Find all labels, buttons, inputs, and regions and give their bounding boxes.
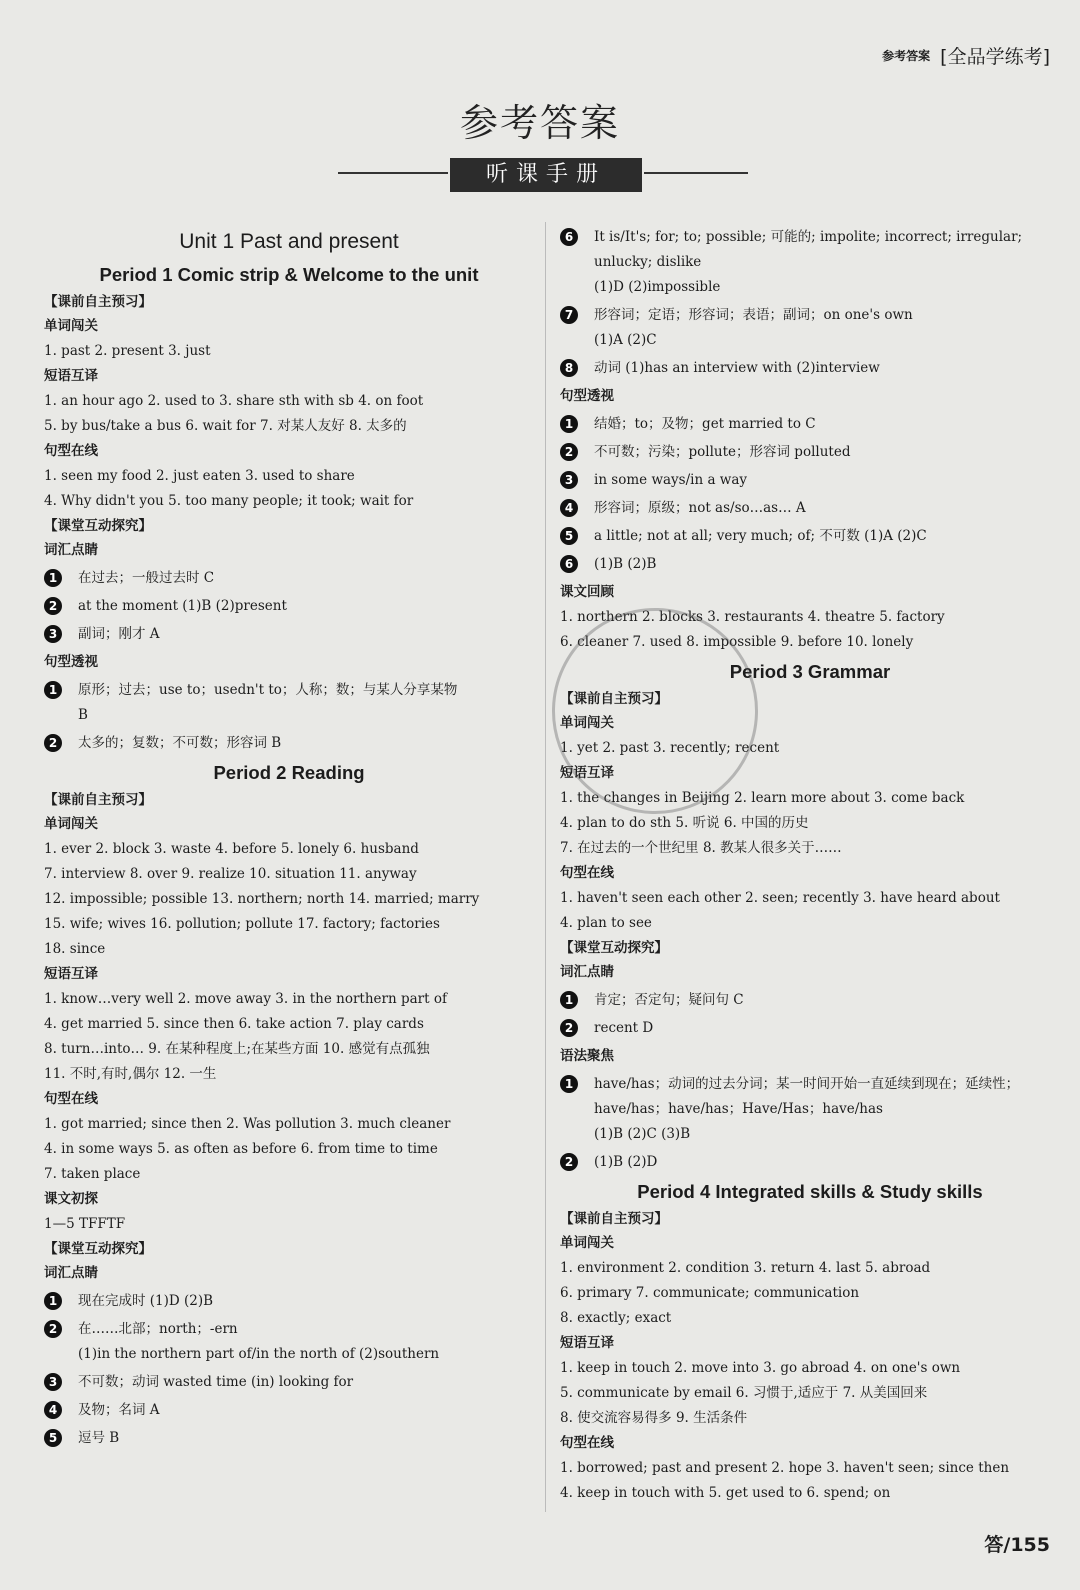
number-badge: 1 (560, 991, 578, 1009)
answer-text: 动词 (1)has an interview with (2)interview (594, 360, 880, 376)
answer-line: 1. the changes in Beijing 2. learn more about 3. come back (560, 790, 965, 806)
answer-line: 1. yet 2. past 3. recently; recent (560, 740, 780, 756)
pre-study-heading: 【课前自主预习】 (44, 792, 152, 808)
answer-line: 6. cleaner 7. used 8. impossible 9. before 10. lonely (560, 634, 914, 650)
answer-line: 8. exactly; exact (560, 1310, 672, 1326)
answer-line: 1. seen my food 2. just eaten 3. used to share (44, 468, 355, 484)
numbered-answer (44, 731, 534, 756)
page-number: 答/155 (984, 1534, 1050, 1556)
patterns-heading: 句型透视 (44, 654, 98, 670)
grammar-heading: 语法聚焦 (560, 1048, 614, 1064)
numbered-answer (560, 356, 1060, 381)
number-badge: 1 (560, 415, 578, 433)
number-badge: 5 (44, 1429, 62, 1447)
answer-line: 5. by bus/take a bus 6. wait for 7. 对某人友好 8. 太多的 (44, 418, 407, 434)
answer-line: 1—5 TFFTF (44, 1216, 126, 1232)
words-heading: 单词闯关 (560, 715, 614, 731)
answer-line: 1. keep in touch 2. move into 3. go abroad 4. on one's own (560, 1360, 961, 1376)
numbered-answer (44, 1317, 534, 1367)
numbered-answer (560, 225, 1060, 300)
answer-text: It is/It's; for; to; possible; 可能的; impolite; incorrect; irregular; unlucky; dislike (594, 229, 1023, 270)
answer-line: 1. know…very well 2. move away 3. in the northern part of (44, 991, 447, 1007)
answer-line: 11. 不时,有时,偶尔 12. 一生 (44, 1066, 217, 1082)
answer-line: 4. in some ways 5. as often as before 6. from time to time (44, 1141, 438, 1157)
number-badge: 3 (44, 625, 62, 643)
numbered-answer (560, 496, 1060, 521)
answer-text: 太多的；复数；不可数；形容词 B (78, 735, 282, 751)
number-badge: 2 (44, 1320, 62, 1338)
right-column (560, 222, 1060, 1506)
numbered-answer (560, 552, 1060, 577)
page-title: 参考答案 (459, 101, 620, 145)
column-divider (545, 222, 546, 1512)
sentences-heading: 句型在线 (560, 865, 614, 881)
answer-text-cont: (1)in the northern part of/in the north of (2)southern (78, 1346, 440, 1362)
answer-line: 5. communicate by email 6. 习惯于,适应于 7. 从美国回来 (560, 1385, 928, 1401)
period-4-title: Period 4 Integrated skills & Study skills (637, 1181, 983, 1202)
answer-text: 副词；刚才 A (78, 626, 160, 642)
answer-line: 15. wife; wives 16. pollution; pollute 17. factory; factories (44, 916, 440, 932)
numbered-answer (560, 1016, 1060, 1041)
numbered-answer (560, 1072, 1060, 1147)
answer-text: a little; not at all; very much; of; 不可数 (1)A (2)C (594, 528, 927, 544)
answer-text-cont: B (78, 707, 88, 723)
pre-study-heading: 【课前自主预习】 (560, 691, 668, 707)
number-badge: 2 (560, 443, 578, 461)
class-explore-heading: 【课堂互动探究】 (44, 1241, 152, 1257)
number-badge: 1 (44, 1292, 62, 1310)
phrases-heading: 短语互译 (44, 966, 98, 982)
answer-text: in some ways/in a way (594, 472, 748, 488)
number-badge: 2 (560, 1153, 578, 1171)
answer-line: 4. plan to see (560, 915, 652, 931)
banner-rule-left (338, 172, 448, 174)
answer-line: 1. got married; since then 2. Was pollution 3. much cleaner (44, 1116, 451, 1132)
numbered-answer (44, 1289, 534, 1314)
answer-text: 逗号 B (78, 1430, 120, 1446)
numbered-answer (560, 440, 1060, 465)
answer-text: 形容词；定语；形容词；表语；副词；on one's own (594, 307, 913, 323)
banner-rule-right (644, 172, 748, 174)
pre-study-heading: 【课前自主预习】 (44, 294, 152, 310)
number-badge: 2 (44, 597, 62, 615)
numbered-answer (44, 622, 534, 647)
header-brand: [全品学练考] (940, 46, 1050, 68)
section-banner: 听课手册 (450, 158, 642, 192)
answer-line: 4. get married 5. since then 6. take action 7. play cards (44, 1016, 424, 1032)
number-badge: 7 (560, 306, 578, 324)
left-column (44, 222, 534, 1454)
header-section-label: 参考答案 (882, 49, 931, 63)
answer-line: 18. since (44, 941, 106, 957)
number-badge: 1 (44, 681, 62, 699)
answer-text: have/has；动词的过去分词；某一时间开始一直延续到现在；延续性；have/has；have/has；Have/Has；have/has (594, 1076, 1020, 1117)
answer-text: 现在完成时 (1)D (2)B (78, 1293, 214, 1309)
period-1-title: Period 1 Comic strip & Welcome to the unit (99, 264, 479, 285)
class-explore-heading: 【课堂互动探究】 (560, 940, 668, 956)
numbered-answer (44, 594, 534, 619)
phrases-heading: 短语互译 (44, 368, 98, 384)
answer-line: 1. ever 2. block 3. waste 4. before 5. lonely 6. husband (44, 841, 419, 857)
numbered-answer (44, 566, 534, 591)
text-explore-heading: 课文初探 (44, 1191, 98, 1207)
answer-line: 7. interview 8. over 9. realize 10. situation 11. anyway (44, 866, 417, 882)
answer-text: 及物；名词 A (78, 1402, 160, 1418)
vocab-heading: 词汇点睛 (44, 542, 98, 558)
number-badge: 2 (560, 1019, 578, 1037)
answer-text: (1)B (2)B (594, 556, 657, 572)
phrases-heading: 短语互译 (560, 1335, 614, 1351)
number-badge: 3 (560, 471, 578, 489)
class-explore-heading: 【课堂互动探究】 (44, 518, 152, 534)
numbered-answer (560, 412, 1060, 437)
number-badge: 1 (560, 1075, 578, 1093)
numbered-answer (560, 303, 1060, 353)
numbered-answer (560, 524, 1060, 549)
words-heading: 单词闯关 (44, 318, 98, 334)
answer-line: 4. keep in touch with 5. get used to 6. spend; on (560, 1485, 891, 1501)
numbered-answer (44, 678, 534, 728)
answer-line: 4. Why didn't you 5. too many people; it took; wait for (44, 493, 414, 509)
answer-text: (1)B (2)D (594, 1154, 658, 1170)
answer-line: 7. taken place (44, 1166, 141, 1182)
answer-text-cont: (1)A (2)C (594, 332, 657, 348)
answer-line: 1. haven't seen each other 2. seen; recently 3. have heard about (560, 890, 1000, 906)
numbered-answer (44, 1426, 534, 1451)
answer-text: at the moment (1)B (2)present (78, 598, 287, 614)
number-badge: 1 (44, 569, 62, 587)
numbered-answer (560, 1150, 1060, 1175)
number-badge: 6 (560, 555, 578, 573)
answer-text: 在过去；一般过去时 C (78, 570, 215, 586)
header (882, 42, 1050, 69)
unit-title: Unit 1 Past and present (179, 230, 399, 253)
number-badge: 6 (560, 228, 578, 246)
number-badge: 5 (560, 527, 578, 545)
vocab-heading: 词汇点睛 (44, 1265, 98, 1281)
answer-text: 原形；过去；use to；usedn't to；人称；数；与某人分享某物 (78, 682, 458, 698)
numbered-answer (44, 1370, 534, 1395)
answer-line: 8. 使交流容易得多 9. 生活条件 (560, 1410, 748, 1426)
patterns-heading: 句型透视 (560, 388, 614, 404)
number-badge: 2 (44, 734, 62, 752)
answer-line: 1. environment 2. condition 3. return 4. last 5. abroad (560, 1260, 931, 1276)
number-badge: 8 (560, 359, 578, 377)
words-heading: 单词闯关 (560, 1235, 614, 1251)
number-badge: 4 (560, 499, 578, 517)
number-badge: 3 (44, 1373, 62, 1391)
answer-text-cont: (1)B (2)C (3)B (594, 1126, 691, 1142)
answer-line: 8. turn…into… 9. 在某种程度上;在某些方面 10. 感觉有点孤独 (44, 1041, 430, 1057)
phrases-heading: 短语互译 (560, 765, 614, 781)
answer-text: recent D (594, 1020, 654, 1036)
answer-text: 结婚；to；及物；get married to C (594, 416, 816, 432)
answer-text: 肯定；否定句；疑问句 C (594, 992, 744, 1008)
period-2-title: Period 2 Reading (213, 762, 365, 783)
text-review-heading: 课文回顾 (560, 584, 614, 600)
answer-line: 7. 在过去的一个世纪里 8. 教某人很多关于…… (560, 840, 842, 856)
sentences-heading: 句型在线 (44, 443, 98, 459)
numbered-answer (44, 1398, 534, 1423)
answer-line: 1. northern 2. blocks 3. restaurants 4. theatre 5. factory (560, 609, 945, 625)
answer-text: 形容词；原级；not as/so…as… A (594, 500, 806, 516)
sentences-heading: 句型在线 (44, 1091, 98, 1107)
words-heading: 单词闯关 (44, 816, 98, 832)
sentences-heading: 句型在线 (560, 1435, 614, 1451)
numbered-answer (560, 468, 1060, 493)
answer-text: 在……北部；north；-ern (78, 1321, 238, 1337)
answer-text-cont: (1)D (2)impossible (594, 279, 721, 295)
number-badge: 4 (44, 1401, 62, 1419)
answer-text: 不可数；动词 wasted time (in) looking for (78, 1374, 354, 1390)
answer-line: 12. impossible; possible 13. northern; north 14. married; marry (44, 891, 480, 907)
numbered-answer (560, 988, 1060, 1013)
answer-line: 6. primary 7. communicate; communication (560, 1285, 860, 1301)
period-3-title: Period 3 Grammar (729, 661, 891, 682)
answer-line: 4. plan to do sth 5. 听说 6. 中国的历史 (560, 815, 809, 831)
pre-study-heading: 【课前自主预习】 (560, 1211, 668, 1227)
answer-line: 1. borrowed; past and present 2. hope 3. haven't seen; since then (560, 1460, 1010, 1476)
answer-line: 1. past 2. present 3. just (44, 343, 211, 359)
answer-line: 1. an hour ago 2. used to 3. share sth with sb 4. on foot (44, 393, 424, 409)
vocab-heading: 词汇点睛 (560, 964, 614, 980)
answer-text: 不可数；污染；pollute；形容词 polluted (594, 444, 851, 460)
